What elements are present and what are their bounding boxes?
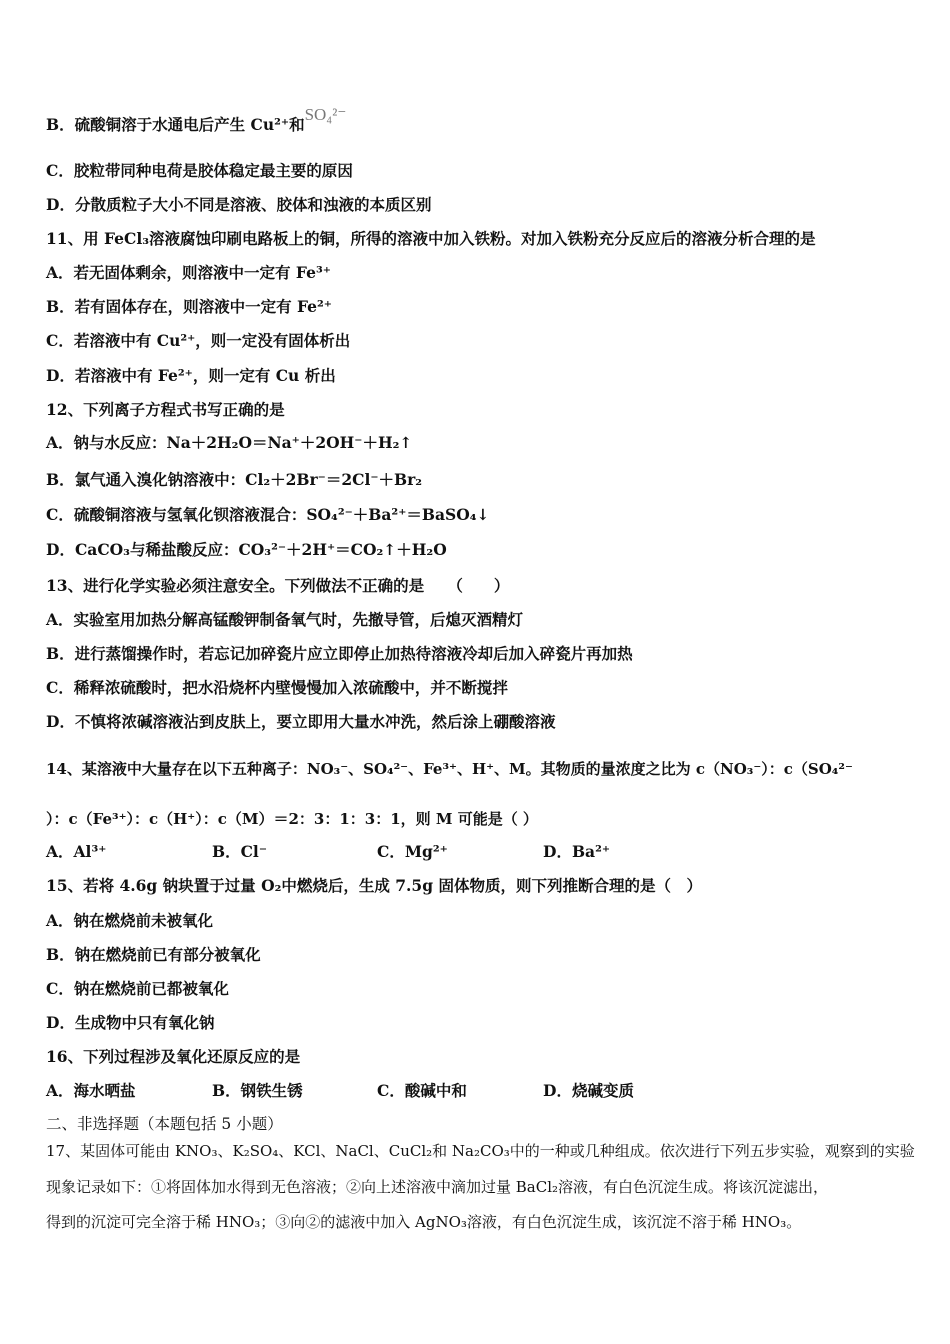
q13-stem: 13、进行化学实验必须注意安全。下列做法不正确的是 （ ） [46,576,510,595]
q12-option-d: D．CaCO₃与稀盐酸反应：CO₃²⁻＋2H⁺＝CO₂↑＋H₂O [46,540,447,559]
q15-stem: 15、若将 4.6g 钠块置于过量 O₂中燃烧后，生成 7.5g 固体物质，则下列推断合理的是（ ） [46,876,702,895]
q16-option-c: C．酸碱中和 [377,1081,467,1100]
q13-option-c: C．稀释浓硫酸时，把水沿烧杯内壁慢慢加入浓硫酸中，并不断搅拌 [46,678,508,697]
q13-option-b: B．进行蒸馏操作时，若忘记加碎瓷片应立即停止加热待溶液冷却后加入碎瓷片再加热 [46,644,633,663]
q11-option-c: C．若溶液中有 Cu²⁺，则一定没有固体析出 [46,331,351,350]
q11-option-b: B．若有固体存在，则溶液中一定有 Fe²⁺ [46,297,332,316]
q16-stem: 16、下列过程涉及氧化还原反应的是 [46,1047,301,1066]
q12-option-c: C．硫酸铜溶液与氢氧化钡溶液混合：SO₄²⁻＋Ba²⁺＝BaSO₄↓ [46,505,490,524]
q13-option-a: A．实验室用加热分解高锰酸钾制备氧气时，先撤导管，后熄灭酒精灯 [46,610,524,629]
q16-option-d: D．烧碱变质 [543,1081,634,1100]
q16-option-a: A．海水晒盐 [46,1081,136,1100]
q14-option-d: D．Ba²⁺ [543,842,611,861]
q10-option-d: D．分散质粒子大小不同是溶液、胶体和浊液的本质区别 [46,195,432,214]
q15-option-d: D．生成物中只有氧化钠 [46,1013,215,1032]
section-heading: 二、非选择题（本题包括 5 小题） [46,1115,283,1133]
q14-stem-cont: ）：c（Fe³⁺）：c（H⁺）：c（M）＝2：3：1：3：1，则 M 可能是（ ） [46,810,538,828]
q15-option-a: A．钠在燃烧前未被氧化 [46,911,214,930]
q14-stem: 14、某溶液中大量存在以下五种离子：NO₃⁻、SO₄²⁻、Fe³⁺、H⁺、M。其物质的量浓度之比为 c（NO₃⁻）：c（SO₄²⁻ [46,760,853,778]
q14-option-b: B．Cl⁻ [212,842,268,861]
q17-line-1: 17、某固体可能由 KNO₃、K₂SO₄、KCl、NaCl、CuCl₂和 Na₂CO₃中的一种或几种组成。依次进行下列五步实验，观察到的实验 [46,1142,915,1160]
q12-option-b: B．氯气通入溴化钠溶液中：Cl₂＋2Br⁻＝2Cl⁻＋Br₂ [46,470,423,489]
q14-option-c: C．Mg²⁺ [377,842,448,861]
q11-stem: 11、用 FeCl₃溶液腐蚀印刷电路板上的铜，所得的溶液中加入铁粉。对加入铁粉充分反应后的溶液分析合理的是 [46,229,816,248]
sulfate-ion-formula: SO₄²⁻ [304,105,347,124]
q11-option-a: A．若无固体剩余，则溶液中一定有 Fe³⁺ [46,263,331,282]
q15-option-c: C．钠在燃烧前已都被氧化 [46,979,229,998]
q13-option-d: D．不慎将浓碱溶液沾到皮肤上，要立即用大量水冲洗，然后涂上硼酸溶液 [46,712,556,731]
q10-option-b [46,105,347,135]
q17-line-2: 现象记录如下：①将固体加水得到无色溶液；②向上述溶液中滴加过量 BaCl₂溶液，有白色沉淀生成。将该沉淀滤出， [46,1178,829,1196]
q11-option-d: D．若溶液中有 Fe²⁺，则一定有 Cu 析出 [46,366,336,385]
q10-option-c: C．胶粒带同种电荷是胶体稳定最主要的原因 [46,161,353,180]
q17-line-3: 得到的沉淀可完全溶于稀 HNO₃；③向②的滤液中加入 AgNO₃溶液，有白色沉淀生成，该沉淀不溶于稀 HNO₃。 [46,1213,802,1231]
q12-option-a: A．钠与水反应：Na＋2H₂O＝Na⁺＋2OH⁻＋H₂↑ [46,433,413,452]
q14-option-a: A．Al³⁺ [46,842,107,861]
q15-option-b: B．钠在燃烧前已有部分被氧化 [46,945,261,964]
option-text: B．硫酸铜溶于水通电后产生 Cu²⁺和 [46,115,305,134]
q16-option-b: B．钢铁生锈 [212,1081,303,1100]
q12-stem: 12、下列离子方程式书写正确的是 [46,400,285,419]
